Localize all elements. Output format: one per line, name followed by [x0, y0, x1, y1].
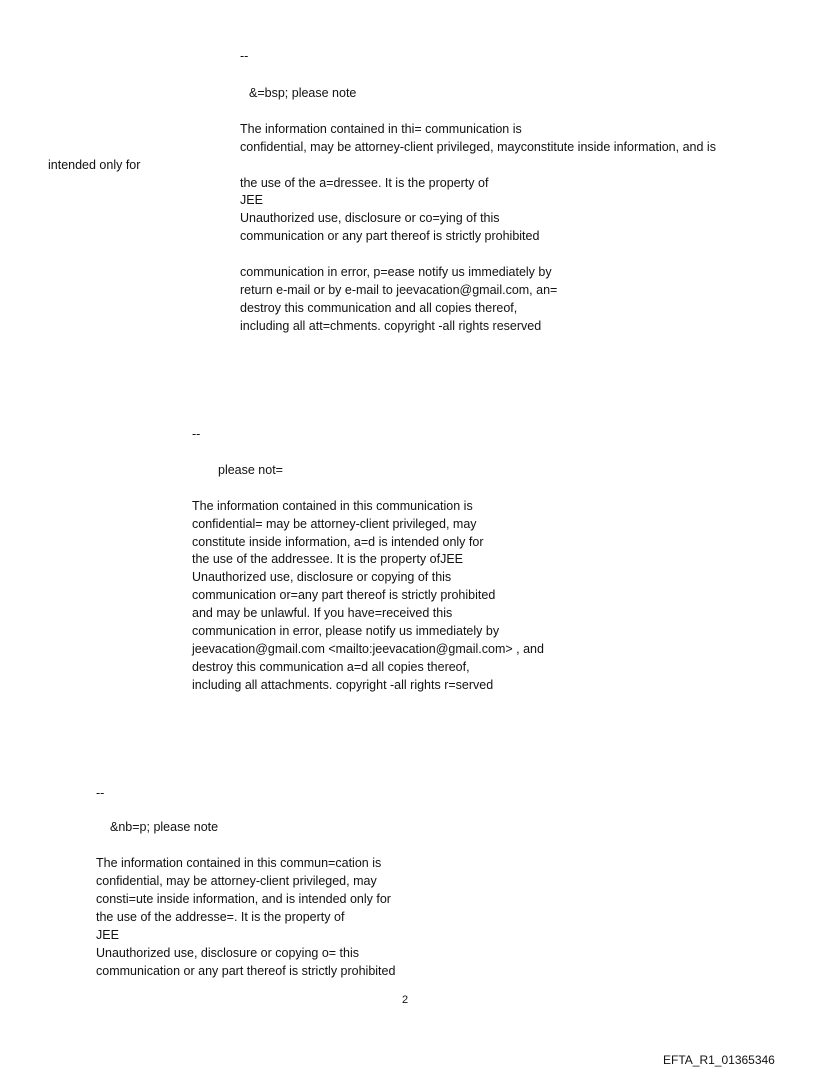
text-line: return e-mail or by e-mail to jeevacation@gmail.com, an=: [240, 283, 558, 297]
document-id: EFTA_R1_01365346: [663, 1053, 775, 1067]
text-line: confidential, may be attorney-client privileged, mayconstitute inside information, and is: [240, 140, 716, 154]
page-number: 2: [402, 994, 409, 1006]
text-line: including all attachments. copyright -all rights r=served: [192, 678, 494, 692]
text-line: consti=ute inside information, and is intended only for: [96, 892, 391, 906]
text-line: communication in error, please notify us immediately by: [192, 624, 500, 638]
text-line: confidential, may be attorney-client privileged, may: [96, 874, 377, 888]
text-line: JEE: [96, 928, 119, 942]
note-heading-1: &=bsp; please note: [249, 86, 357, 100]
text-line: the use of the addressee. It is the property ofJEE: [192, 552, 463, 566]
text-line: jeevacation@gmail.com <mailto:jeevacation@gmail.com> , and: [192, 642, 544, 656]
text-line: the use of the addresse=. It is the property of: [96, 910, 345, 924]
text-line: communication or any part thereof is strictly prohibited: [96, 964, 396, 978]
text-line: the use of the a=dressee. It is the property of: [240, 176, 489, 190]
text-line: JEE: [240, 193, 263, 207]
text-line: destroy this communication a=d all copies thereof,: [192, 660, 470, 674]
separator-3: --: [96, 786, 105, 800]
text-line: The information contained in thi= communication is: [240, 122, 522, 136]
text-line: Unauthorized use, disclosure or co=ying of this: [240, 211, 500, 225]
text-line: communication in error, p=ease notify us immediately by: [240, 265, 552, 279]
separator-1: --: [240, 49, 249, 63]
text-line: The information contained in this communication is: [192, 499, 473, 513]
text-line: Unauthorized use, disclosure or copying o= this: [96, 946, 359, 960]
note-heading-2: please not=: [218, 463, 283, 477]
note-heading-3: &nb=p; please note: [110, 820, 219, 834]
text-line: communication or=any part thereof is strictly prohibited: [192, 588, 496, 602]
text-line: constitute inside information, a=d is intended only for: [192, 535, 484, 549]
text-line: intended only for: [48, 158, 141, 172]
text-line: communication or any part thereof is strictly prohibited: [240, 229, 540, 243]
text-line: Unauthorized use, disclosure or copying of this: [192, 570, 452, 584]
text-line: and may be unlawful. If you have=received this: [192, 606, 453, 620]
text-line: destroy this communication and all copies thereof,: [240, 301, 518, 315]
text-line: including all att=chments. copyright -all rights reserved: [240, 319, 542, 333]
text-line: confidential= may be attorney-client privileged, may: [192, 517, 477, 531]
text-line: The information contained in this commun=cation is: [96, 856, 382, 870]
separator-2: --: [192, 427, 201, 441]
